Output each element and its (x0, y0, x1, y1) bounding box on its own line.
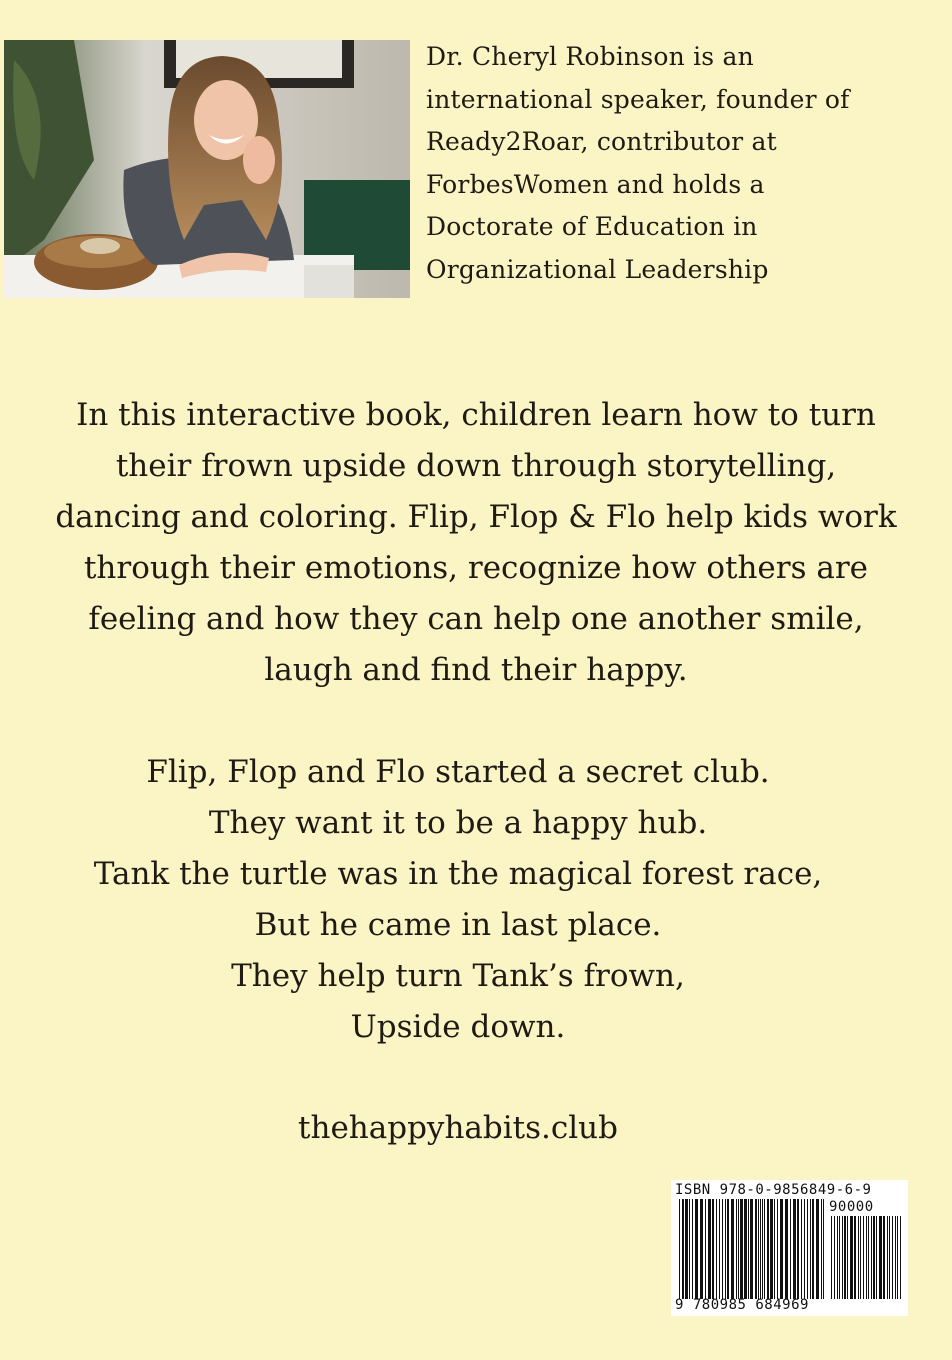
barcode-bar (744, 1199, 747, 1299)
barcode-bar (816, 1199, 819, 1299)
barcode-bar (679, 1199, 680, 1299)
barcode-bar (866, 1216, 867, 1299)
website-url: thehappyhabits.club (298, 1110, 618, 1146)
barcode-bar (797, 1199, 799, 1299)
barcode-bar (695, 1199, 698, 1299)
barcode-bar (839, 1216, 840, 1299)
barcode-addon-bars-icon (831, 1216, 903, 1299)
barcode-bar (777, 1199, 778, 1299)
barcode-bar (842, 1216, 843, 1299)
barcode-bar (750, 1199, 753, 1299)
barcode-bar (755, 1199, 757, 1299)
barcode-bar (793, 1199, 796, 1299)
barcode-bar (722, 1199, 723, 1299)
barcode-bar (858, 1216, 859, 1299)
barcode-bar (727, 1199, 729, 1299)
barcode-bar (892, 1216, 893, 1299)
barcode-bar (738, 1199, 739, 1299)
barcode-bar (785, 1199, 788, 1299)
barcode-bar (807, 1199, 808, 1299)
barcode-bar (736, 1199, 737, 1299)
barcode-bar (823, 1199, 824, 1299)
barcode-bar (758, 1199, 759, 1299)
book-poem: Flip, Flop and Flo started a secret club. They want it to be a happy hub. Tank the turtle was in the magical forest race, But he came in last place. They help turn Tank’s frown, Upside down. (93, 754, 823, 1045)
barcode-bar (712, 1199, 714, 1299)
barcode-bar (900, 1216, 901, 1299)
barcode-bar (762, 1199, 763, 1299)
barcode-bar (764, 1199, 765, 1299)
barcode-bar (790, 1199, 791, 1299)
barcode-bar (682, 1199, 684, 1299)
barcode-bar (760, 1199, 761, 1299)
barcode-bar (731, 1199, 734, 1299)
barcode-bar (685, 1199, 688, 1299)
isbn-label: ISBN 978-0-9856849-6-9 (675, 1182, 872, 1198)
barcode-bar (801, 1199, 802, 1299)
barcode-bar (780, 1199, 783, 1299)
barcode-bar (705, 1199, 706, 1299)
barcode-bar (863, 1216, 864, 1299)
barcode-bar (844, 1216, 846, 1299)
barcode-bar (834, 1216, 835, 1299)
ean-digits: 9 780985 684969 (675, 1297, 809, 1313)
barcode-bar (767, 1199, 769, 1299)
barcode-bar (810, 1199, 811, 1299)
barcode-bar (879, 1216, 882, 1299)
barcode-bar (748, 1199, 749, 1299)
barcode-bar (740, 1199, 743, 1299)
barcode-bar (876, 1216, 877, 1299)
barcode-bar (897, 1216, 898, 1299)
barcode-bar (854, 1216, 856, 1299)
barcode-bar (887, 1216, 888, 1299)
barcode-bar (821, 1199, 822, 1299)
barcode-bar (873, 1216, 875, 1299)
barcode-bar (850, 1216, 853, 1299)
barcode-bar (700, 1199, 703, 1299)
author-bio: Dr. Cheryl Robinson is an international speaker, founder of Ready2Roar, contributor at ForbesWomen and holds a Doctorate of Education in Organizational Leadership (426, 42, 850, 284)
barcode-bar (868, 1216, 869, 1299)
barcode-bar (708, 1199, 711, 1299)
barcode-bar (774, 1199, 775, 1299)
barcode-bar (716, 1199, 717, 1299)
author-photo (4, 40, 410, 298)
price-code: 90000 (829, 1199, 874, 1215)
barcode-bar (837, 1216, 838, 1299)
barcode-bars-icon (679, 1199, 825, 1299)
barcode-bar (770, 1199, 773, 1299)
barcode-bar (895, 1216, 896, 1299)
isbn-barcode (671, 1180, 908, 1316)
barcode-bar (804, 1199, 805, 1299)
barcode-bar (719, 1199, 720, 1299)
barcode-bar (692, 1199, 693, 1299)
barcode-bar (860, 1216, 861, 1299)
author-portrait-icon (4, 40, 410, 298)
barcode-bar (689, 1199, 690, 1299)
book-description: In this interactive book, children learn how to turn their frown upside down through storytelling, dancing and coloring. Flip, Flop & Flo help kids work through their emotions, recognize how others are feeling and how they can help one another smile, laugh and find their happy. (55, 397, 897, 688)
barcode-bar (831, 1216, 832, 1299)
barcode-bar (889, 1216, 890, 1299)
barcode-bar (812, 1199, 814, 1299)
barcode-bar (883, 1216, 885, 1299)
barcode-bar (725, 1199, 726, 1299)
barcode-bar (871, 1216, 872, 1299)
barcode-bar (847, 1216, 848, 1299)
